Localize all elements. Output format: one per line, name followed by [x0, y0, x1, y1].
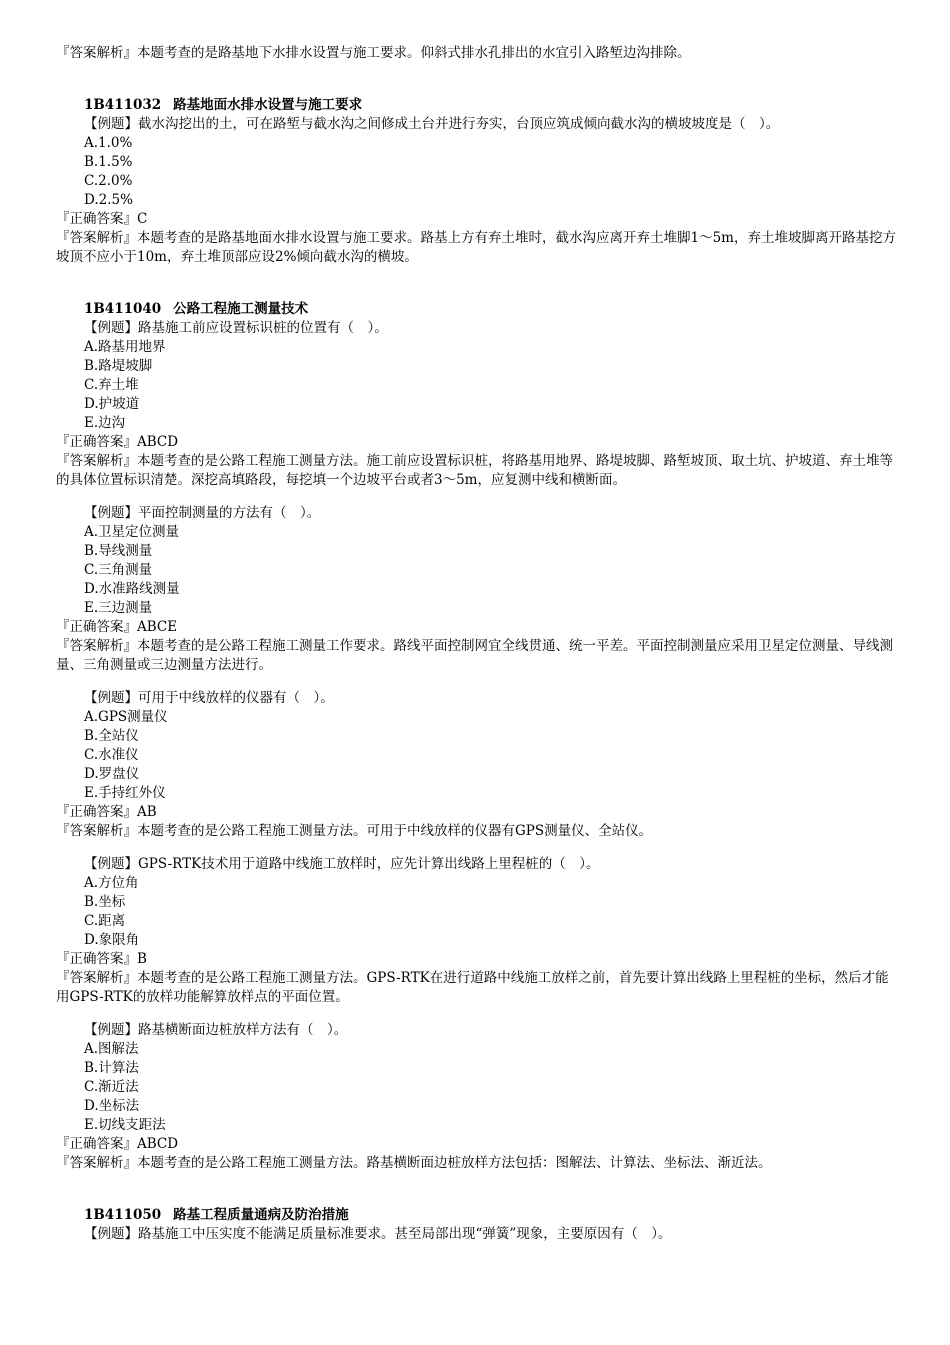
- answer-analysis: 『答案解析』本题考查的是公路工程施工测量方法。GPS-RTK在进行道路中线施工放样之前，首先要计算出线路上里程桩的坐标，然后才能用GPS-RTK的放样功能解算放样点的平面位置。: [56, 970, 889, 1005]
- answer-option: B.路堤坡脚: [84, 358, 153, 374]
- question-stem: 【例题】路基施工前应设置标识桩的位置有（ ）。: [84, 320, 388, 336]
- section-heading: [56, 1206, 896, 1225]
- section-title: 路基地面水排水设置与施工要求: [173, 97, 363, 113]
- question-stem: 【例题】可用于中线放样的仪器有（ ）。: [84, 690, 334, 706]
- answer-option: B.计算法: [84, 1060, 139, 1076]
- answer-option: B.导线测量: [84, 543, 153, 559]
- correct-answer: 『正确答案』AB: [56, 804, 157, 820]
- answer-analysis: 『答案解析』本题考查的是公路工程施工测量工作要求。路线平面控制网宜全线贯通、统一平差。平面控制测量应采用卫星定位测量、导线测量、三角测量或三边测量方法进行。: [56, 638, 893, 673]
- answer-option: A.图解法: [84, 1041, 139, 1057]
- answer-option: C.水准仪: [84, 747, 139, 763]
- answer-option: C.弃土堆: [84, 377, 139, 393]
- correct-answer: 『正确答案』ABCE: [56, 619, 178, 635]
- intro-analysis: 『答案解析』本题考查的是路基地下水排水设置与施工要求。仰斜式排水孔排出的水宜引入路堑边沟排除。: [56, 45, 691, 61]
- answer-option: E.边沟: [84, 415, 126, 431]
- answer-option: D.2.5%: [84, 192, 133, 208]
- answer-option: A.卫星定位测量: [84, 524, 180, 540]
- section-heading: [56, 96, 896, 115]
- correct-answer: 『正确答案』B: [56, 951, 147, 967]
- answer-analysis: 『答案解析』本题考查的是公路工程施工测量方法。可用于中线放样的仪器有GPS测量仪、全站仪。: [56, 823, 653, 839]
- section-code: 1B411050: [84, 1207, 162, 1223]
- answer-option: E.手持红外仪: [84, 785, 166, 801]
- answer-option: C.渐近法: [84, 1079, 139, 1095]
- section-title: 公路工程施工测量技术: [173, 301, 309, 317]
- question-stem: 【例题】路基横断面边桩放样方法有（ ）。: [84, 1022, 348, 1038]
- answer-option: D.护坡道: [84, 396, 140, 412]
- answer-analysis: 『答案解析』本题考查的是公路工程施工测量方法。路基横断面边桩放样方法包括：图解法、计算法、坐标法、渐近法。: [56, 1155, 772, 1171]
- answer-option: A.路基用地界: [84, 339, 166, 355]
- answer-option: A.GPS测量仪: [84, 709, 168, 725]
- section-title: 路基工程质量通病及防治措施: [173, 1207, 349, 1223]
- answer-option: D.水准路线测量: [84, 581, 180, 597]
- answer-option: B.坐标: [84, 894, 126, 910]
- answer-option: A.方位角: [84, 875, 139, 891]
- answer-option: C.2.0%: [84, 173, 133, 189]
- answer-option: C.三角测量: [84, 562, 153, 578]
- answer-option: E.三边测量: [84, 600, 153, 616]
- question-stem: 【例题】路基施工中压实度不能满足质量标准要求。甚至局部出现“弹簧”现象，主要原因有（ ）。: [84, 1226, 672, 1242]
- question-stem: 【例题】GPS-RTK技术用于道路中线施工放样时，应先计算出线路上里程桩的（ ）。: [84, 856, 600, 872]
- answer-option: E.切线支距法: [84, 1117, 166, 1133]
- question-stem: 【例题】截水沟挖出的土，可在路堑与截水沟之间修成土台并进行夯实，台顶应筑成倾向截水沟的横坡坡度是（ ）。: [84, 116, 780, 132]
- section-code: 1B411040: [84, 301, 162, 317]
- correct-answer: 『正确答案』ABCD: [56, 434, 179, 450]
- answer-option: D.象限角: [84, 932, 140, 948]
- answer-option: C.距离: [84, 913, 126, 929]
- answer-option: D.坐标法: [84, 1098, 140, 1114]
- correct-answer: 『正确答案』ABCD: [56, 1136, 179, 1152]
- section-heading: [56, 300, 896, 319]
- section-code: 1B411032: [84, 97, 162, 113]
- question-stem: 【例题】平面控制测量的方法有（ ）。: [84, 505, 321, 521]
- answer-analysis: 『答案解析』本题考查的是路基地面水排水设置与施工要求。路基上方有弃土堆时，截水沟应离开弃土堆脚1～5m，弃土堆坡脚离开路基挖方坡顶不应小于10m，弃土堆顶部应设2%倾向截水沟的横坡。: [56, 230, 896, 265]
- correct-answer: 『正确答案』C: [56, 211, 148, 227]
- answer-option: D.罗盘仪: [84, 766, 140, 782]
- answer-option: B.全站仪: [84, 728, 139, 744]
- answer-option: A.1.0%: [84, 135, 133, 151]
- answer-analysis: 『答案解析』本题考查的是公路工程施工测量方法。施工前应设置标识桩，将路基用地界、路堤坡脚、路堑坡顶、取土坑、护坡道、弃土堆等的具体位置标识清楚。深挖高填路段，每挖填一个边坡平台或者3～5m，应复测中线和横断面。: [56, 453, 893, 488]
- answer-option: B.1.5%: [84, 154, 133, 170]
- sections-container: [56, 63, 896, 1244]
